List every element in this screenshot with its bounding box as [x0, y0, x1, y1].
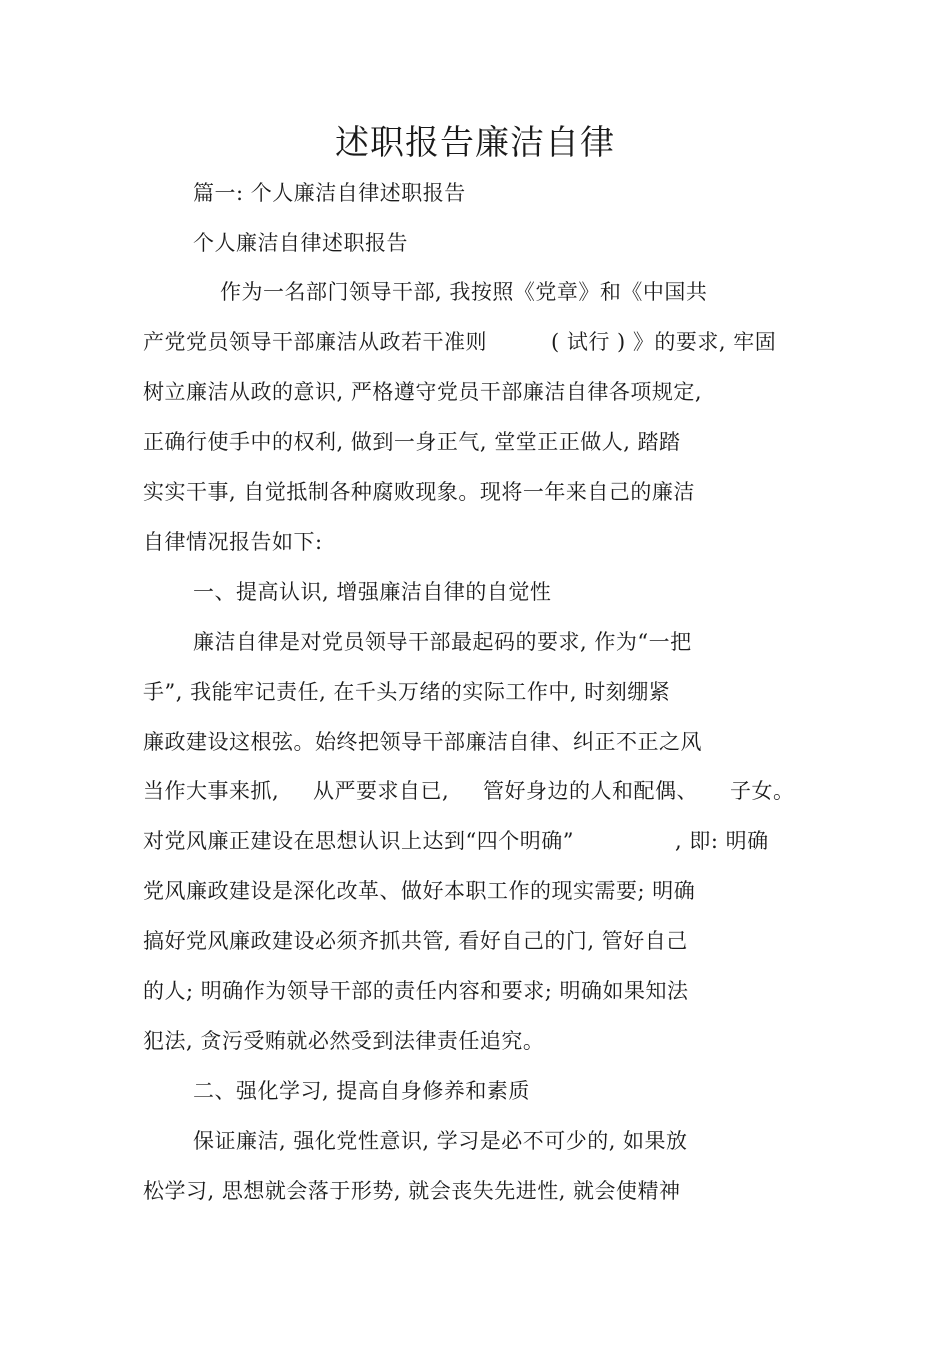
paragraph-line: 手”, 我能牢记责任, 在千头万绪的实际工作中, 时刻绷紧 — [143, 680, 671, 704]
paragraph-line: 当作大事来抓, — [143, 779, 280, 803]
paragraph-line: 从严要求自已, — [313, 779, 450, 803]
paragraph-line: 子女。 — [730, 779, 795, 803]
section-heading: 一、提高认识, 增强廉洁自律的自觉性 — [193, 580, 552, 604]
section-heading: 二、强化学习, 提高自身修养和素质 — [193, 1079, 530, 1103]
paragraph-line: 管好身边的人和配偶、 — [483, 779, 698, 803]
paragraph-line: 犯法, 贪污受贿就必然受到法律责任追究。 — [143, 1029, 545, 1053]
paragraph-line: 搞好党风廉政建设必须齐抓共管, 看好自己的门, 管好自己 — [143, 929, 688, 953]
paragraph-line: 正确行使手中的权利, 做到一身正气, 堂堂正正做人, 踏踏 — [143, 430, 681, 454]
paragraph-line: 的人; 明确作为领导干部的责任内容和要求; 明确如果知法 — [143, 979, 689, 1003]
paragraph-line: 廉洁自律是对党员领导干部最起码的要求, 作为“一把 — [193, 630, 692, 654]
report-subtitle: 个人廉洁自律述职报告 — [193, 231, 408, 255]
paragraph-line: 自律情况报告如下: — [143, 530, 323, 554]
paragraph-line: 作为一名部门领导干部, 我按照《党章》和《中国共 — [220, 280, 708, 304]
paragraph-line: ( 试行 ) 》的要求, 牢固 — [551, 330, 777, 354]
document-title: 述职报告廉洁自律 — [335, 123, 615, 163]
paragraph-line: 实实干事, 自觉抵制各种腐败现象。现将一年来自己的廉洁 — [143, 480, 695, 504]
section-heading: 篇一: 个人廉洁自律述职报告 — [193, 181, 466, 205]
paragraph-line: 保证廉洁, 强化党性意识, 学习是必不可少的, 如果放 — [193, 1129, 688, 1153]
paragraph-line: 树立廉洁从政的意识, 严格遵守党员干部廉洁自律各项规定, — [143, 380, 703, 404]
paragraph-line: , 即: 明确 — [675, 829, 769, 853]
paragraph-line: 廉政建设这根弦。始终把领导干部廉洁自律、纠正不正之风 — [143, 730, 702, 754]
paragraph-line: 党风廉政建设是深化改革、做好本职工作的现实需要; 明确 — [143, 879, 696, 903]
paragraph-line: 对党风廉正建设在思想认识上达到“四个明确” — [143, 829, 574, 853]
paragraph-line: 松学习, 思想就会落于形势, 就会丧失先进性, 就会使精神 — [143, 1179, 681, 1203]
paragraph-line: 产党党员领导干部廉洁从政若干准则 — [143, 330, 487, 354]
